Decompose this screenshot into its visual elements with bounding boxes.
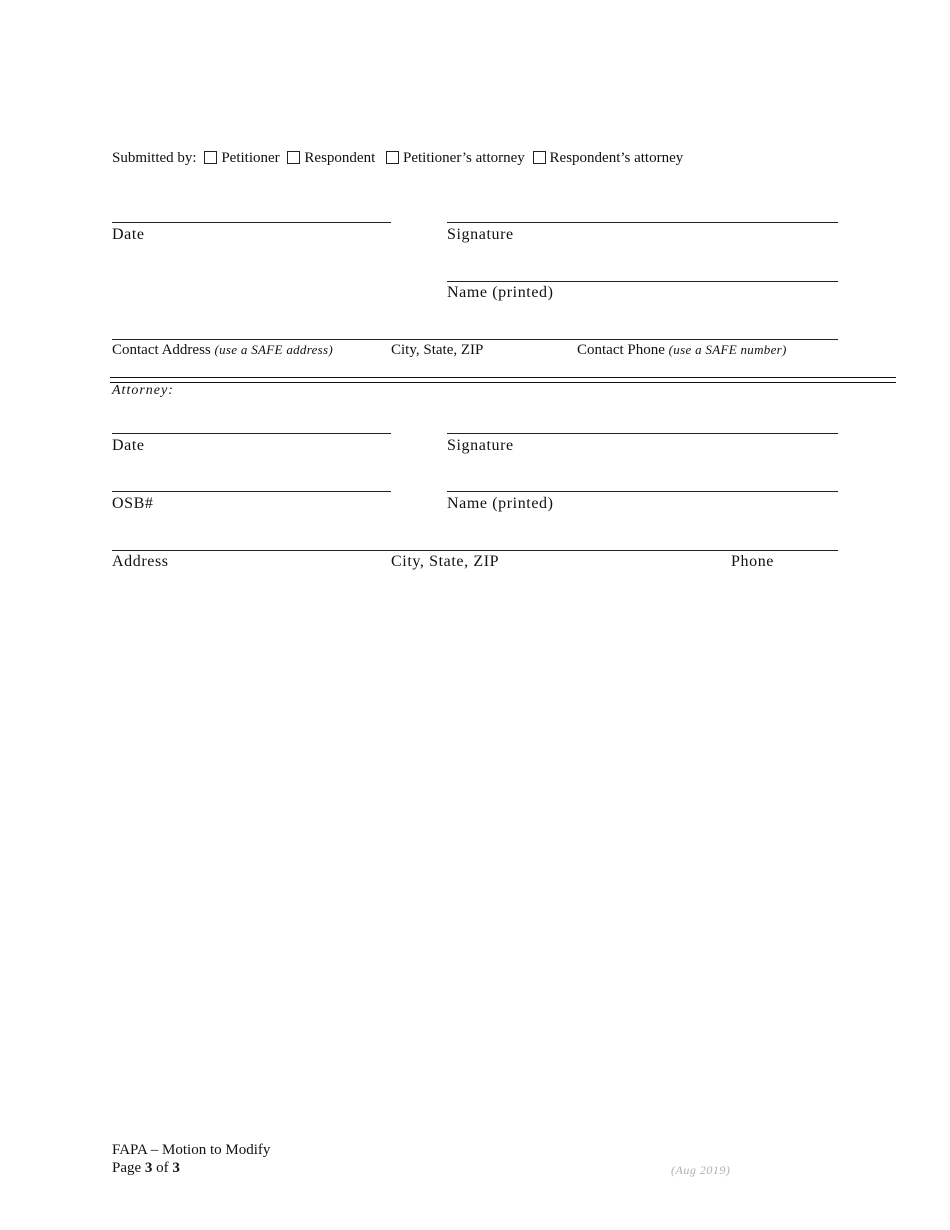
submitted-by-row xyxy=(112,150,683,167)
attorney-address-label: Address xyxy=(112,553,169,570)
respondent-option-label: Respondent xyxy=(304,150,376,166)
footer-page-number xyxy=(112,1160,180,1177)
party-address-label xyxy=(112,342,333,359)
attorney-date-line[interactable] xyxy=(112,433,391,434)
submitted-by-label: Submitted by: xyxy=(112,150,197,166)
attorney-osb-label: OSB# xyxy=(112,495,154,512)
safe-number-note: (use a SAFE number) xyxy=(668,342,787,357)
respondents-attorney-option-label: Respondent’s attorney xyxy=(549,150,684,166)
attorney-date-label: Date xyxy=(112,437,145,454)
page-total: 3 xyxy=(172,1160,180,1176)
footer-version: (Aug 2019) xyxy=(671,1163,731,1177)
of-word: of xyxy=(156,1160,169,1176)
respondent-checkbox[interactable] xyxy=(287,151,300,164)
party-date-line[interactable] xyxy=(112,222,391,223)
attorney-city-label: City, State, ZIP xyxy=(391,553,500,570)
attorney-heading: Attorney: xyxy=(112,383,174,398)
petitioner-checkbox[interactable] xyxy=(204,151,217,164)
petitioner-option-label: Petitioner xyxy=(221,150,280,166)
party-city-label: City, State, ZIP xyxy=(391,342,484,358)
party-signature-label: Signature xyxy=(447,226,514,243)
footer-form-title: FAPA – Motion to Modify xyxy=(112,1142,271,1158)
attorney-osb-line[interactable] xyxy=(112,491,391,492)
attorney-phone-label: Phone xyxy=(731,553,774,570)
attorney-name-line[interactable] xyxy=(447,491,838,492)
attorney-signature-line[interactable] xyxy=(447,433,838,434)
party-date-label: Date xyxy=(112,226,145,243)
party-address-line[interactable] xyxy=(112,339,838,340)
party-phone-label xyxy=(577,342,787,359)
petitioners-attorney-option-label: Petitioner’s attorney xyxy=(403,150,525,166)
attorney-address-line[interactable] xyxy=(112,550,838,551)
respondents-attorney-checkbox[interactable] xyxy=(533,151,546,164)
attorney-name-label: Name (printed) xyxy=(447,495,554,512)
page-current: 3 xyxy=(144,1160,153,1176)
attorney-signature-label: Signature xyxy=(447,437,514,454)
section-separator xyxy=(110,377,896,383)
petitioners-attorney-checkbox[interactable] xyxy=(386,151,399,164)
contact-address-text: Contact Address xyxy=(112,342,211,358)
page-word: Page xyxy=(112,1160,142,1176)
party-signature-line[interactable] xyxy=(447,222,838,223)
party-name-line[interactable] xyxy=(447,281,838,282)
party-name-label: Name (printed) xyxy=(447,284,554,301)
safe-address-note: (use a SAFE address) xyxy=(214,342,334,357)
contact-phone-text: Contact Phone xyxy=(577,342,665,358)
